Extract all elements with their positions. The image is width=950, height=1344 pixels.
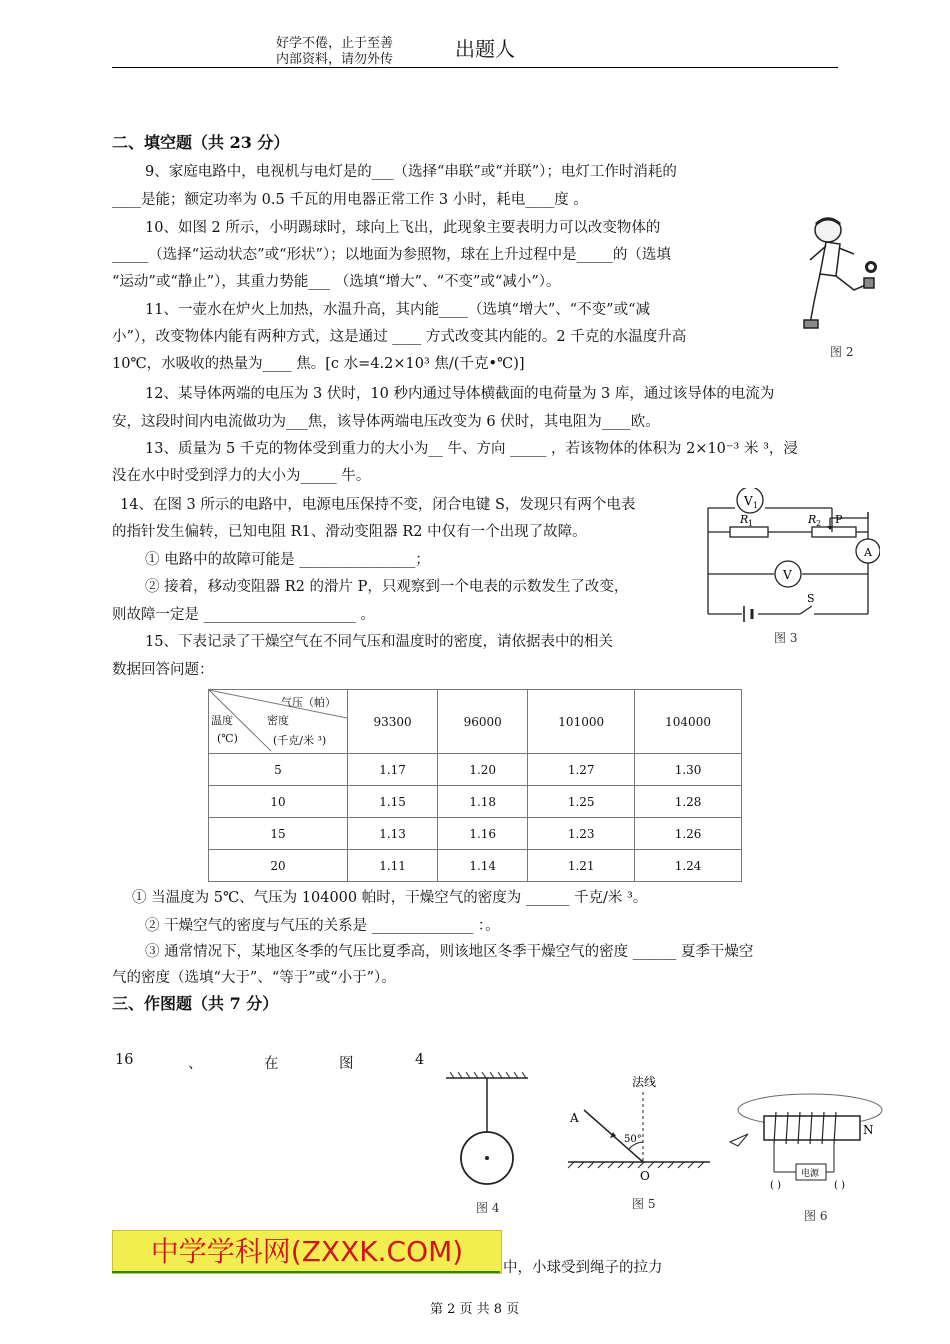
section3-title: 三、作图题（共 7 分） xyxy=(112,994,279,1013)
fig6-label: 图 6 xyxy=(804,1209,828,1223)
fig5-label: 图 5 xyxy=(632,1197,656,1211)
density-table xyxy=(208,689,742,882)
q15-line2: 数据回答问题： xyxy=(112,662,214,678)
fig5-o: O xyxy=(640,1169,650,1183)
figure-4 xyxy=(440,1070,540,1220)
q10-line1: 10、如图 2 所示，小明踢球时，球向上飞出，此现象主要表明力可以改变物体的 xyxy=(145,220,661,236)
table-cell: 1.27 xyxy=(528,754,635,786)
table-cell: 1.25 xyxy=(528,786,635,818)
fig5-a: A xyxy=(570,1111,579,1125)
column-header: 96000 xyxy=(438,690,528,754)
q11-line1: 11、一壶水在炉火上加热，水温升高，其内能____（选填“增大”、“不变”或“减 xyxy=(145,302,651,318)
row-temp: 20 xyxy=(209,850,348,882)
q9-line1: 9、家庭电路中，电视机与电灯是的___（选择“串联”或“并联”）；电灯工作时消耗的 xyxy=(145,164,677,180)
figure-3-circuit xyxy=(700,488,880,648)
table-cell: 1.26 xyxy=(635,818,742,850)
fig3-v1-sub: 1 xyxy=(753,501,759,510)
fig3-r2-sub: 2 xyxy=(816,519,822,528)
q14-line2: 的指针发生偏转，已知电阻 R1、滑动变阻器 R2 中仅有一个出现了故障。 xyxy=(112,524,587,540)
zxxk-watermark-logo: 中学学科网(ZXXK.COM) xyxy=(112,1230,502,1274)
row-temp: 10 xyxy=(209,786,348,818)
table-cell: 1.21 xyxy=(528,850,635,882)
q14-sub3: 则故障一定是 _____________________ 。 xyxy=(112,607,375,623)
q12-line1: 12、某导体两端的电压为 3 伏时，10 秒内通过导体横截面的电荷量为 3 库，通过该导体的电流为 xyxy=(145,386,775,402)
fig4-label: 图 4 xyxy=(476,1201,500,1215)
q9-line2: ____是能；额定功率为 0.5 千瓦的用电器正常工作 3 小时，耗电____度 。 xyxy=(112,192,588,208)
q11-line3: 10℃，水吸收的热量为____ 焦。[c 水=4.2×10³ 焦/(千克•℃)] xyxy=(112,356,525,372)
fig3-r1-sub: 1 xyxy=(748,519,754,528)
q15-sub2: ② 干燥空气的密度与气压的关系是 ______________ ：。 xyxy=(145,918,500,934)
corner-density-unit: (千克/米 ³) xyxy=(273,734,327,747)
figure-6 xyxy=(718,1080,898,1230)
fig6-right-paren: ( ) xyxy=(834,1180,845,1191)
column-header: 104000 xyxy=(635,690,742,754)
table-cell: 1.14 xyxy=(438,850,528,882)
header-author: 出题人 xyxy=(455,37,515,61)
q14-line1: 14、在图 3 所示的电路中，电源电压保持不变，闭合电键 S，发现只有两个电表 xyxy=(120,497,636,513)
boy-kicking-illustration xyxy=(804,218,874,328)
fig3-a: A xyxy=(864,546,872,559)
table-cell: 1.23 xyxy=(528,818,635,850)
table-cell: 1.30 xyxy=(635,754,742,786)
q13-line2: 没在水中时受到浮力的大小为_____ 牛。 xyxy=(112,468,371,484)
logo-underline xyxy=(112,1271,500,1273)
q16-word: 在 xyxy=(264,1056,279,1072)
header-rule xyxy=(112,67,838,68)
header-motto-1: 好学不倦，止于至善 xyxy=(276,36,394,51)
fig6-source: 电源 xyxy=(801,1169,820,1179)
corner-density: 密度 xyxy=(267,714,289,727)
fig5-angle: 50° xyxy=(624,1134,642,1145)
table-header-row xyxy=(209,690,742,754)
table-row xyxy=(209,754,742,786)
q16-tail: 中，小球受到绳子的拉力 xyxy=(503,1260,663,1276)
fig6-n: N xyxy=(863,1123,874,1137)
header-motto-2: 内部资料，请勿外传 xyxy=(276,52,394,67)
corner-temp-unit: (℃) xyxy=(217,732,238,745)
q16-word: 16 xyxy=(115,1052,134,1068)
row-temp: 15 xyxy=(209,818,348,850)
page-footer: 第 2 页 共 8 页 xyxy=(430,1302,520,1317)
q11-line2: 小”），改变物体内能有两种方式，这是通过 ____ 方式改变其内能的。2 千克的水温度升高 xyxy=(112,329,687,345)
fig3-r2: R xyxy=(808,513,817,526)
q15-sub1: ① 当温度为 5℃、气压为 104000 帕时，干燥空气的密度为 ______ 千克/米 ³。 xyxy=(132,890,648,906)
q10-line3: “运动”或“静止”），其重力势能___ （选填“增大”、“不变”或“减小”）。 xyxy=(112,274,561,290)
figure-2 xyxy=(796,212,886,362)
fig3-r1: R xyxy=(740,513,749,526)
table-row xyxy=(209,850,742,882)
fig3-s: S xyxy=(807,592,815,605)
figure-5 xyxy=(560,1070,720,1220)
table-corner-cell xyxy=(209,690,348,754)
fig5-normal: 法线 xyxy=(632,1075,657,1089)
table-row xyxy=(209,786,742,818)
fig3-v: V xyxy=(783,568,792,582)
fig3-label: 图 3 xyxy=(774,631,798,645)
table-cell: 1.20 xyxy=(438,754,528,786)
table-cell: 1.18 xyxy=(438,786,528,818)
fig3-v1: V xyxy=(744,494,753,508)
section2-title: 二、填空题（共 23 分） xyxy=(112,133,290,152)
q16-word: 图 xyxy=(339,1056,354,1072)
fig6-left-paren: ( ) xyxy=(770,1180,781,1191)
q15-sub3-line1: ③ 通常情况下，某地区冬季的气压比夏季高，则该地区冬季干燥空气的密度 ______ 夏季干燥空 xyxy=(145,944,754,960)
q14-sub2: ② 接着，移动变阻器 R2 的滑片 P，只观察到一个电表的示数发生了改变， xyxy=(145,579,629,595)
q14-sub1: ① 电路中的故障可能是 ________________； xyxy=(145,552,430,568)
compass-needle-icon xyxy=(730,1134,748,1146)
q16-word: 、 xyxy=(188,1056,203,1072)
fig3-p: P xyxy=(835,513,843,526)
q15-sub3-line2: 气的密度（选填“大于”、“等于”或“小于”）。 xyxy=(112,970,396,986)
table-cell: 1.24 xyxy=(635,850,742,882)
corner-pressure: 气压（帕） xyxy=(281,696,336,709)
table-cell: 1.15 xyxy=(348,786,438,818)
fig2-label: 图 2 xyxy=(830,345,854,359)
table-cell: 1.17 xyxy=(348,754,438,786)
corner-temp: 温度 xyxy=(211,714,233,727)
q10-line2: _____（选择“运动状态”或“形状”）；以地面为参照物，球在上升过程中是_____的（选填 xyxy=(112,247,671,263)
table-cell: 1.28 xyxy=(635,786,742,818)
row-temp: 5 xyxy=(209,754,348,786)
q13-line1: 13、质量为 5 千克的物体受到重力的大小为__ 牛、方向 _____ ，若该物体的体积为 2×10⁻³ 米 ³，浸 xyxy=(145,441,798,457)
column-header: 93300 xyxy=(348,690,438,754)
q16-word: 4 xyxy=(415,1052,425,1068)
table-row xyxy=(209,818,742,850)
column-header: 101000 xyxy=(528,690,635,754)
table-cell: 1.11 xyxy=(348,850,438,882)
q12-line2: 安，这段时间内电流做功为___焦，该导体两端电压改变为 6 伏时，其电阻为____欧。 xyxy=(112,414,660,430)
table-cell: 1.16 xyxy=(438,818,528,850)
q15-line1: 15、下表记录了干燥空气在不同气压和温度时的密度，请依据表中的相关 xyxy=(145,634,613,650)
table-cell: 1.13 xyxy=(348,818,438,850)
